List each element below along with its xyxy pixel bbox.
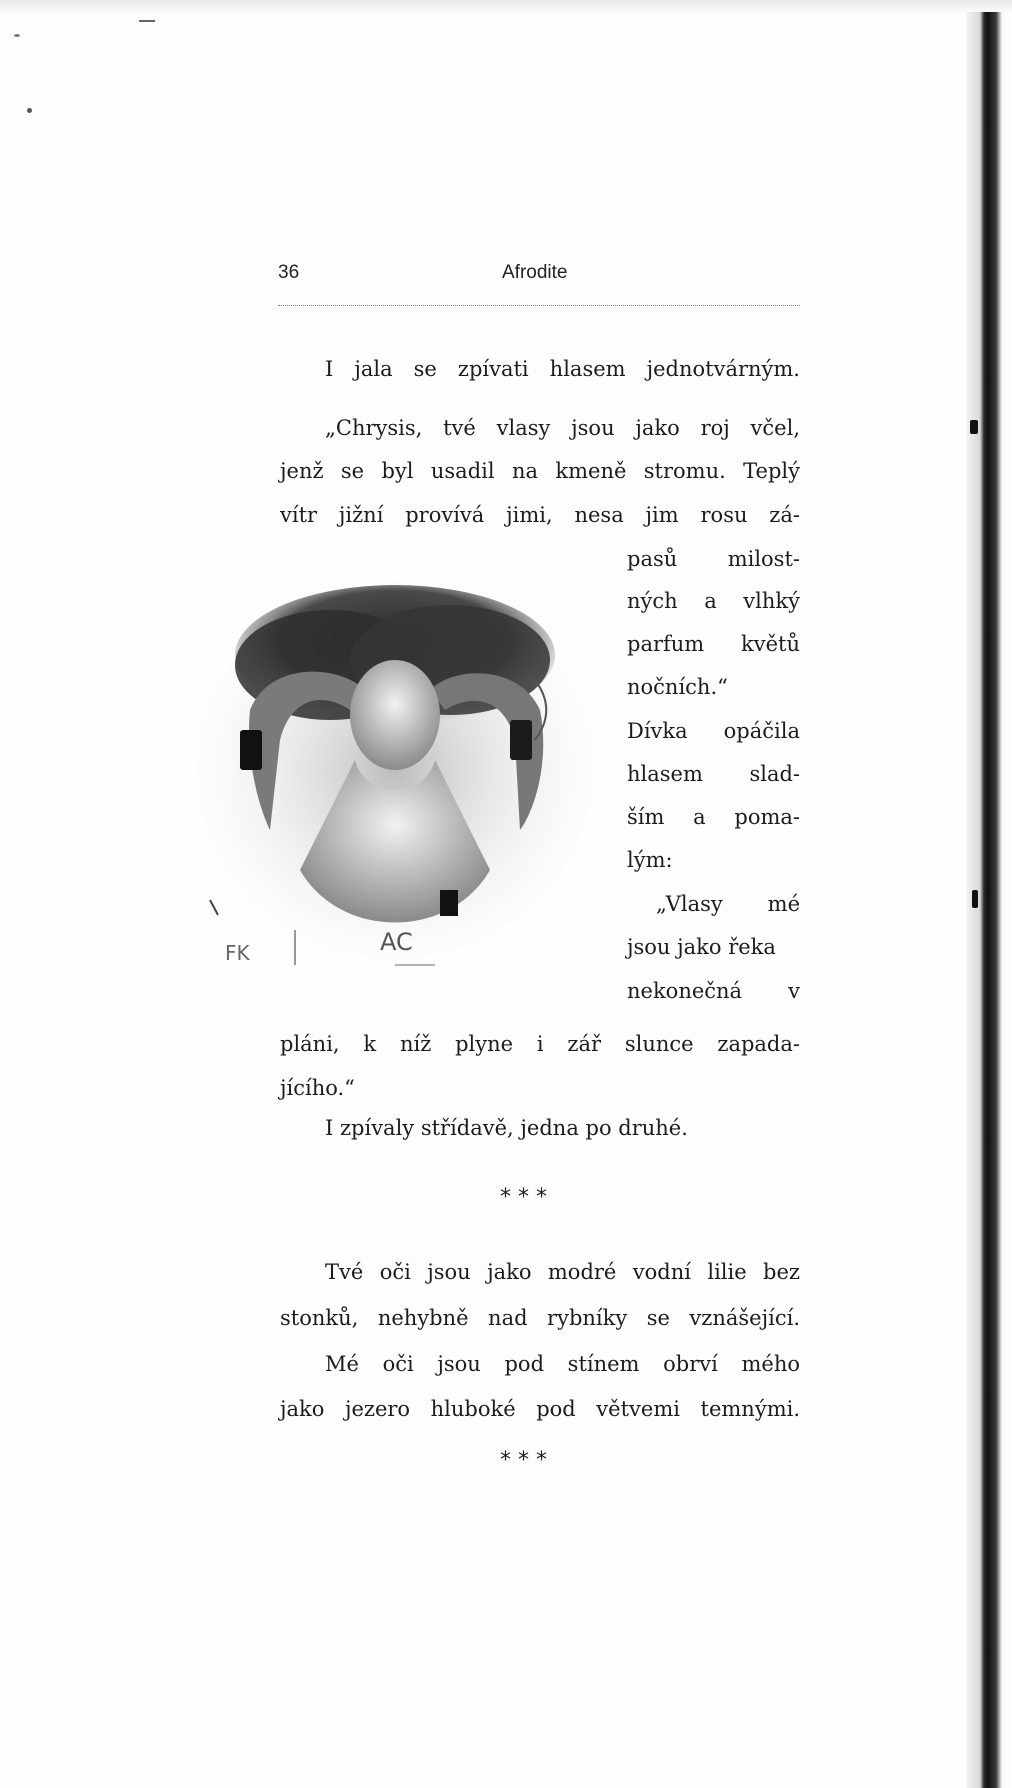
illustration-signature: AC xyxy=(380,928,413,956)
paragraph-line: I jala se zpívati hlasem jednotvárným. xyxy=(325,357,800,381)
paragraph-line: „Chrysis, tvé vlasy jsou jako roj včel, xyxy=(325,416,800,440)
illustration-monogram: FK xyxy=(225,941,250,965)
column-line: lým: xyxy=(627,848,673,872)
column-line: ných a vlhký xyxy=(627,589,800,613)
scan-speck xyxy=(970,420,978,434)
paragraph-line: vítr jižní provívá jimi, nesa jim rosu zá- xyxy=(280,503,800,527)
column-line: jsou jako řeka xyxy=(627,935,776,959)
column-line: nekonečná v xyxy=(627,979,800,1003)
scan-speck xyxy=(972,890,978,908)
header-rule xyxy=(278,305,800,306)
column-line: Dívka opáčila xyxy=(627,719,800,743)
paragraph-line: jako jezero hluboké pod větvemi temnými. xyxy=(280,1397,800,1421)
scan-top-edge xyxy=(0,0,1012,14)
illustration-woman-portrait xyxy=(190,570,600,990)
section-separator: * * * xyxy=(500,1448,547,1473)
page-number: 36 xyxy=(278,262,300,283)
column-line: parfum květů xyxy=(627,632,800,656)
scan-speck xyxy=(27,108,32,113)
column-line: pasů milost- xyxy=(627,547,800,571)
paragraph-line: Tvé oči jsou jako modré vodní lilie bez xyxy=(325,1260,800,1284)
column-line: ším a poma- xyxy=(627,805,800,829)
running-head xyxy=(278,262,800,288)
column-line: „Vlasy mé xyxy=(656,892,800,916)
column-line: nočních.“ xyxy=(627,675,728,699)
section-separator: * * * xyxy=(500,1185,547,1210)
paragraph-line: jícího.“ xyxy=(280,1076,355,1100)
column-line: hlasem slad- xyxy=(627,762,800,786)
illustration-drawing xyxy=(190,570,600,990)
paragraph-line: jenž se byl usadil na kmeně stromu. Teplý xyxy=(280,459,800,483)
scan-speck xyxy=(14,34,20,37)
paragraph-line: pláni, k níž plyne i zář slunce zapada- xyxy=(280,1032,800,1056)
paragraph-line: stonků, nehybně nad rybníky se vznášející. xyxy=(280,1306,800,1330)
paragraph-line: Mé oči jsou pod stínem obrví mého xyxy=(325,1352,800,1376)
paragraph-line: I zpívaly střídavě, jedna po druhé. xyxy=(325,1116,688,1140)
scan-speck xyxy=(139,20,155,22)
running-title: Afrodite xyxy=(502,262,568,283)
